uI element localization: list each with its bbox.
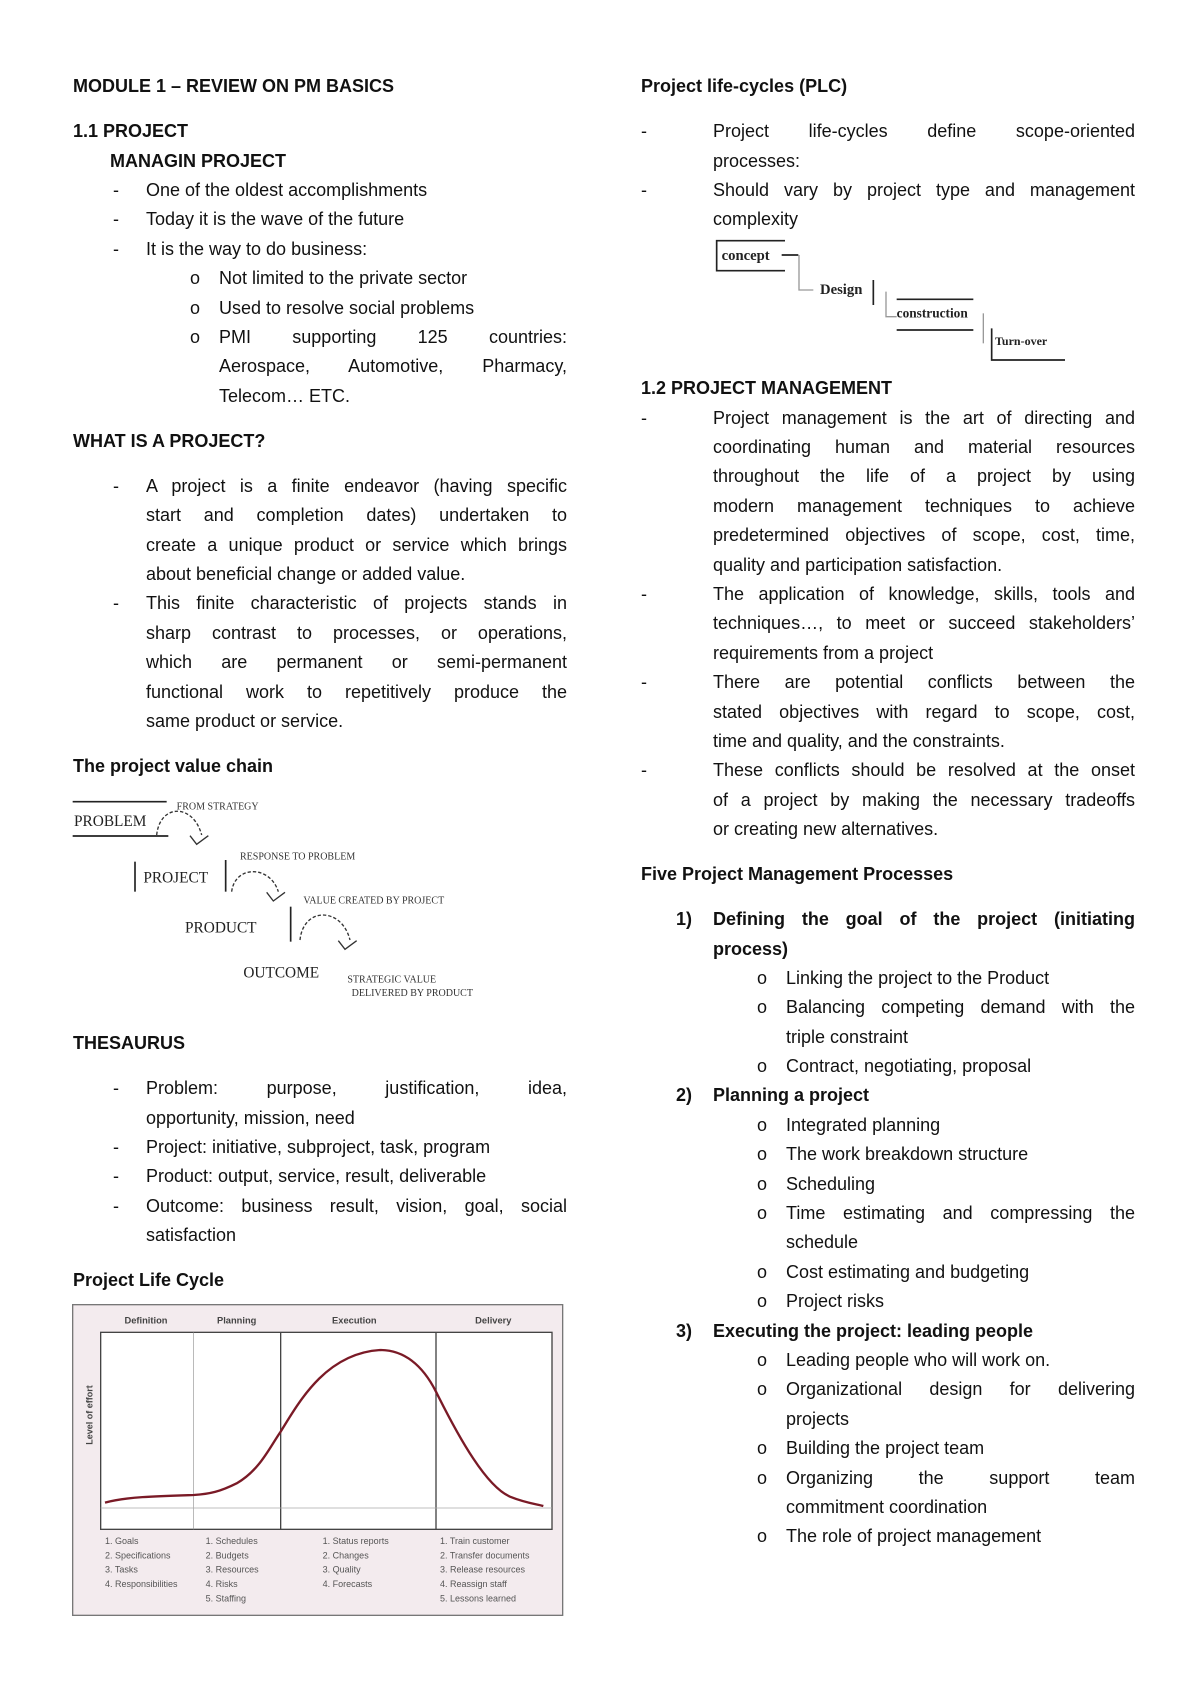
value-chain-project: PROJECT: [143, 869, 209, 887]
list-item: [0, 235, 567, 264]
phase-task: 2. Budgets: [205, 1550, 249, 1561]
dash-bullet: -: [641, 121, 647, 142]
text-line: Building the project team: [786, 1438, 985, 1459]
circle-bullet: o: [757, 1144, 768, 1165]
circle-bullet: o: [757, 997, 768, 1018]
text-line: start and completion dates) undertaken to: [146, 505, 567, 526]
value-chain-strategic-value: STRATEGIC VALUE: [347, 974, 437, 986]
text-line: stated objectives with regard to scope, cost,: [713, 701, 1135, 722]
right-column-bottom: [0, 374, 1135, 1551]
list-item: [0, 1375, 1135, 1434]
section-heading: [0, 374, 1135, 403]
list-item: [0, 404, 1135, 580]
text-line: complexity: [713, 209, 799, 230]
dash-bullet: -: [641, 672, 647, 693]
circle-bullet: o: [757, 1114, 768, 1135]
circle-bullet: o: [757, 1349, 768, 1370]
text-line: It is the way to do business:: [146, 238, 368, 259]
plc-diagram: [700, 230, 1100, 370]
text-line: Project risks: [786, 1291, 885, 1312]
phase-label: Delivery: [475, 1315, 512, 1326]
circle-bullet: o: [757, 1056, 768, 1077]
text-line: The work breakdown structure: [786, 1144, 1029, 1165]
list-item: [0, 993, 1135, 1052]
list-item: [0, 264, 567, 293]
text-line: Used to resolve social problems: [219, 297, 475, 318]
text-line: Leading people who will work on.: [786, 1349, 1051, 1370]
text-line: Time estimating and compressing the: [786, 1203, 1135, 1224]
plc-construction: construction: [896, 305, 968, 321]
list-item: [0, 1111, 1135, 1140]
text-line: modern management techniques to achieve: [713, 495, 1135, 516]
list-item: [0, 668, 1135, 756]
text-line: schedule: [786, 1232, 859, 1253]
value-chain-from-strategy: FROM STRATEGY: [176, 801, 259, 813]
numbered-item: [0, 1081, 1135, 1110]
phase-task: 3. Tasks: [105, 1564, 138, 1575]
text-line: Planning a project: [713, 1085, 870, 1106]
item-number: 3): [676, 1320, 693, 1341]
dash-bullet: -: [641, 760, 647, 781]
text-line: 1.2 PROJECT MANAGEMENT: [641, 378, 893, 399]
text-line: Balancing competing demand with the: [786, 997, 1135, 1018]
phase-label: Execution: [332, 1315, 377, 1326]
text-line: techniques…, to meet or succeed stakeholders’: [713, 613, 1135, 634]
circle-bullet: o: [757, 1438, 768, 1459]
text-line: Linking the project to the Product: [786, 967, 1050, 988]
text-line: The application of knowledge, skills, tools and: [713, 584, 1135, 605]
phase-task: 2. Specifications: [105, 1550, 171, 1561]
numbered-item: [0, 905, 1135, 964]
text-line: Project: initiative, subproject, task, program: [146, 1137, 491, 1158]
list-item: [0, 1140, 1135, 1169]
phase-task: 3. Resources: [205, 1564, 259, 1575]
circle-bullet: o: [757, 1467, 768, 1488]
plc-concept: concept: [721, 248, 770, 264]
dash-bullet: -: [113, 1137, 119, 1158]
list-item: [0, 1434, 1135, 1463]
text-line: opportunity, mission, need: [146, 1107, 355, 1128]
dash-bullet: -: [113, 1195, 119, 1216]
text-line: The role of project management: [786, 1526, 1042, 1547]
list-item: [0, 1346, 1135, 1375]
value-chain-outcome: OUTCOME: [243, 964, 320, 982]
text-line: or creating new alternatives.: [713, 819, 939, 840]
text-line: Not limited to the private sector: [219, 268, 468, 289]
y-axis-label: Level of effort: [84, 1385, 95, 1445]
list-item: [0, 964, 1135, 993]
phase-task: 3. Quality: [322, 1564, 361, 1575]
text-line: MODULE 1 – REVIEW ON PM BASICS: [73, 76, 395, 97]
section-heading: [0, 72, 1135, 101]
text-line: Telecom… ETC.: [219, 385, 351, 406]
text-line: PMI supporting 125 countries:: [219, 327, 567, 348]
text-line: Project life-cycles define scope-oriented: [713, 121, 1135, 142]
text-line: Project management is the art of directing and: [713, 407, 1135, 428]
text-line: satisfaction: [146, 1225, 237, 1246]
right-column-top: [0, 72, 1135, 235]
text-line: 1.1 PROJECT: [73, 121, 189, 142]
list-item: [0, 1258, 1135, 1287]
text-line: Product: output, service, result, deliverable: [146, 1166, 487, 1187]
circle-bullet: o: [757, 1379, 768, 1400]
item-number: 2): [676, 1085, 693, 1106]
text-line: time and quality, and the constraints.: [713, 730, 1005, 751]
dash-bullet: -: [113, 180, 119, 201]
list-item: [0, 1170, 1135, 1199]
text-line: create a unique product or service which brings: [146, 534, 567, 555]
value-chain-product: PRODUCT: [185, 919, 257, 937]
circle-bullet: o: [190, 297, 201, 318]
text-line: MANAGIN PROJECT: [110, 150, 287, 171]
text-line: quality and participation satisfaction.: [713, 554, 1003, 575]
dash-bullet: -: [113, 1166, 119, 1187]
text-line: predetermined objectives of scope, cost, time,: [713, 525, 1135, 546]
phase-task: 4. Forecasts: [322, 1579, 373, 1589]
text-line: Executing the project: leading people: [713, 1320, 1034, 1341]
list-item: [0, 580, 1135, 668]
circle-bullet: o: [190, 327, 201, 348]
dash-bullet: -: [113, 238, 119, 259]
text-line: throughout the life of a project by using: [713, 466, 1135, 487]
list-item: [0, 176, 1135, 235]
text-line: One of the oldest accomplishments: [146, 180, 428, 201]
dash-bullet: -: [113, 593, 119, 614]
text-line: Project Life Cycle: [73, 1270, 225, 1291]
circle-bullet: o: [757, 1526, 768, 1547]
phase-task: 1. Status reports: [322, 1536, 389, 1546]
text-line: triple constraint: [786, 1026, 909, 1047]
text-line: which are permanent or semi-permanent: [146, 652, 567, 673]
dash-bullet: -: [641, 180, 647, 201]
section-heading: [0, 860, 1135, 889]
dash-bullet: -: [113, 209, 119, 230]
circle-bullet: o: [757, 1203, 768, 1224]
text-line: functional work to repetitively produce the: [146, 681, 567, 702]
text-line: about beneficial change or added value.: [146, 563, 466, 584]
text-line: sharp contrast to processes, or operations,: [146, 622, 567, 643]
phase-task: 2. Transfer documents: [440, 1550, 530, 1561]
text-line: Organizational design for delivering: [786, 1379, 1135, 1400]
numbered-item: [0, 1317, 1135, 1346]
phase-task: 1. Goals: [105, 1536, 139, 1546]
text-line: A project is a finite endeavor (having specific: [146, 475, 567, 496]
text-line: projects: [786, 1408, 850, 1429]
text-line: There are potential conflicts between the: [713, 672, 1135, 693]
phase-task: 4. Responsibilities: [105, 1579, 178, 1589]
text-line: processes:: [713, 150, 801, 171]
phase-task: 5. Lessons learned: [440, 1593, 517, 1604]
phase-task: 5. Staffing: [205, 1593, 247, 1604]
text-line: of a project by making the necessary tradeoffs: [713, 789, 1135, 810]
text-line: THESAURUS: [73, 1033, 186, 1054]
text-line: commitment coordination: [786, 1496, 988, 1517]
text-line: Project life-cycles (PLC): [641, 76, 848, 97]
text-line: same product or service.: [146, 710, 344, 731]
text-line: This finite characteristic of projects stands in: [146, 593, 567, 614]
text-line: coordinating human and material resources: [713, 437, 1135, 458]
text-line: Outcome: business result, vision, goal, social: [146, 1195, 567, 1216]
text-line: requirements from a project: [713, 642, 934, 663]
list-item: [0, 117, 1135, 176]
circle-bullet: o: [757, 1291, 768, 1312]
phase-task: 3. Release resources: [440, 1564, 526, 1575]
text-line: Defining the goal of the project (initiating: [713, 909, 1135, 930]
text-line: Organizing the support team: [786, 1467, 1135, 1488]
phase-task: 1. Train customer: [440, 1536, 510, 1546]
circle-bullet: o: [757, 967, 768, 988]
plc-design: Design: [820, 282, 863, 298]
circle-bullet: o: [190, 268, 201, 289]
text-line: process): [713, 938, 789, 959]
text-line: WHAT IS A PROJECT?: [73, 430, 266, 451]
text-line: Should vary by project type and management: [713, 180, 1135, 201]
list-item: [0, 1522, 1135, 1551]
circle-bullet: o: [757, 1261, 768, 1282]
list-item: [0, 1464, 1135, 1523]
dash-bullet: -: [641, 584, 647, 605]
text-line: Scheduling: [786, 1173, 876, 1194]
list-item: [0, 294, 567, 323]
text-line: Contract, negotiating, proposal: [786, 1056, 1032, 1077]
list-item: [0, 1052, 1135, 1081]
text-line: Cost estimating and budgeting: [786, 1261, 1030, 1282]
text-line: Five Project Management Processes: [641, 864, 954, 885]
phase-task: 1. Schedules: [205, 1536, 258, 1546]
text-line: The project value chain: [73, 755, 274, 776]
plc-turnover: Turn-over: [995, 334, 1048, 348]
phase-task: 2. Changes: [322, 1550, 369, 1561]
value-chain-value-created: VALUE CREATED BY PROJECT: [303, 895, 445, 907]
list-item: [0, 1199, 1135, 1258]
value-chain-delivered: DELIVERED BY PRODUCT: [351, 988, 473, 999]
text-line: Problem: purpose, justification, idea,: [146, 1078, 567, 1099]
value-chain-response: RESPONSE TO PROBLEM: [240, 851, 356, 863]
dash-bullet: -: [113, 475, 119, 496]
list-item: [0, 756, 1135, 844]
item-number: 1): [676, 909, 693, 930]
value-chain-problem: PROBLEM: [74, 813, 147, 830]
circle-bullet: o: [757, 1173, 768, 1194]
dash-bullet: -: [641, 407, 647, 428]
dash-bullet: -: [113, 1078, 119, 1099]
list-item: [0, 1287, 1135, 1316]
text-line: Aerospace, Automotive, Pharmacy,: [219, 356, 567, 377]
phase-task: 4. Risks: [205, 1579, 238, 1589]
phase-label: Planning: [216, 1315, 257, 1326]
text-line: Today it is the wave of the future: [146, 209, 405, 230]
text-line: These conflicts should be resolved at the onset: [713, 760, 1135, 781]
phase-task: 4. Reassign staff: [440, 1579, 507, 1589]
phase-label: Definition: [124, 1315, 168, 1326]
text-line: Integrated planning: [786, 1114, 941, 1135]
